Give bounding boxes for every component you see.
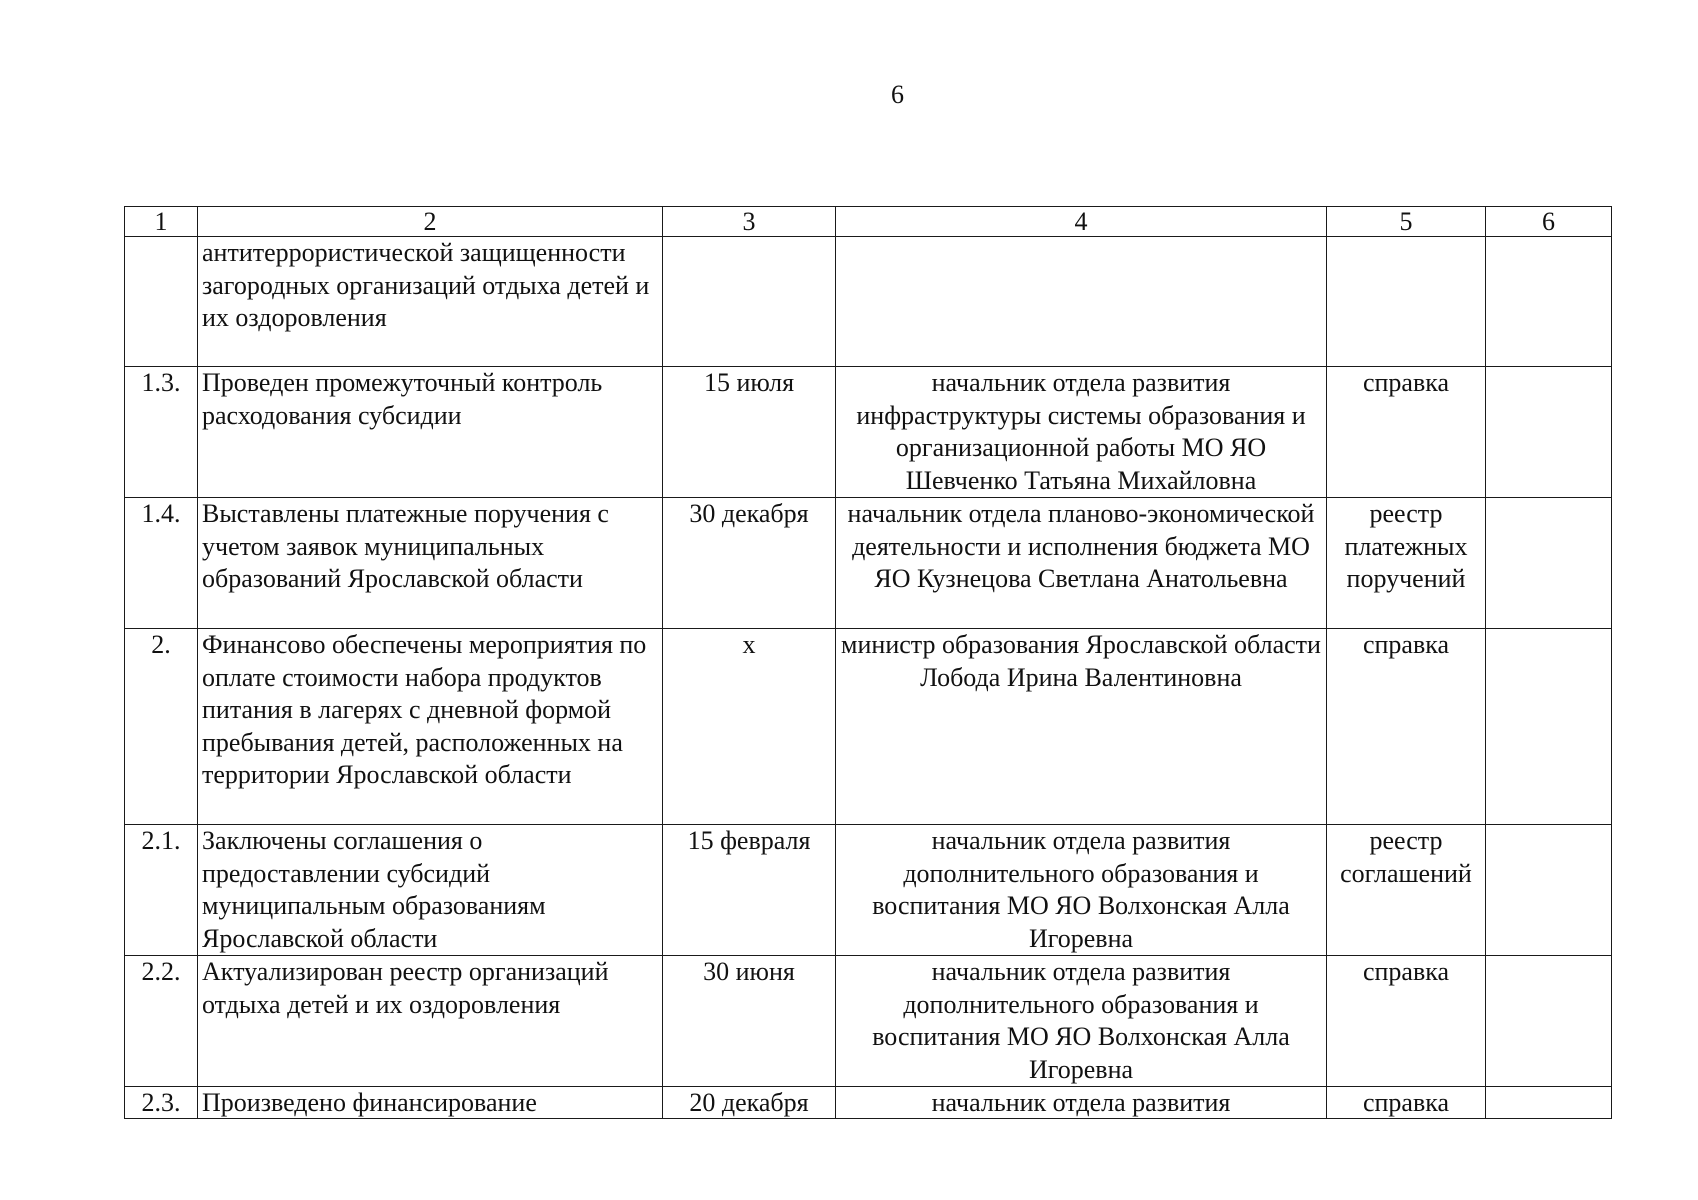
table-row (125, 498, 1612, 629)
plan-table (124, 206, 1612, 1119)
row-responsible: начальник отдела развития дополнительного образования и воспитания МО ЯО Волхонская Алла Игоревна (836, 956, 1327, 1087)
row-note (1486, 825, 1612, 956)
row-note (1486, 367, 1612, 498)
table-row (125, 629, 1612, 825)
row-number (125, 237, 198, 367)
row-note (1486, 498, 1612, 629)
column-header-2: 2 (198, 207, 663, 237)
row-responsible: начальник отдела планово-экономической деятельности и исполнения бюджета МО ЯО Кузнецова Светлана Анатольевна (836, 498, 1327, 629)
row-result: Финансово обеспечены мероприятия по оплате стоимости набора продуктов питания в лагерях с дневной формой пребывания детей, расположенных на территории Ярославской области (198, 629, 663, 825)
column-header-4: 4 (836, 207, 1327, 237)
row-number: 1.4. (125, 498, 198, 629)
row-responsible: начальник отдела развития дополнительного образования и воспитания МО ЯО Волхонская Алла Игоревна (836, 825, 1327, 956)
row-deadline (663, 237, 836, 367)
table-row (125, 825, 1612, 956)
row-note (1486, 1087, 1612, 1119)
row-responsible (836, 237, 1327, 367)
row-document: справка (1327, 367, 1486, 498)
row-deadline: 15 февраля (663, 825, 836, 956)
row-result: антитеррористической защищенности загородных организаций отдыха детей и их оздоровления (198, 237, 663, 367)
row-note (1486, 629, 1612, 825)
table-row (125, 367, 1612, 498)
row-document: справка (1327, 629, 1486, 825)
row-result: Выставлены платежные поручения с учетом заявок муниципальных образований Ярославской области (198, 498, 663, 629)
row-document: справка (1327, 956, 1486, 1087)
row-result: Актуализирован реестр организаций отдыха детей и их оздоровления (198, 956, 663, 1087)
row-responsible: начальник отдела развития (836, 1087, 1327, 1119)
row-deadline: х (663, 629, 836, 825)
row-document: справка (1327, 1087, 1486, 1119)
row-document: реестр соглашений (1327, 825, 1486, 956)
row-deadline: 30 декабря (663, 498, 836, 629)
table-row (125, 956, 1612, 1087)
table-row (125, 237, 1612, 367)
row-number: 2.1. (125, 825, 198, 956)
row-responsible: начальник отдела развития инфраструктуры системы образования и организационной работы МО ЯО Шевченко Татьяна Михайловна (836, 367, 1327, 498)
row-document: реестр платежных поручений (1327, 498, 1486, 629)
row-document (1327, 237, 1486, 367)
row-note (1486, 956, 1612, 1087)
column-header-3: 3 (663, 207, 836, 237)
column-header-1: 1 (125, 207, 198, 237)
table-row (125, 1087, 1612, 1119)
column-number-row (125, 207, 1612, 237)
row-number: 1.3. (125, 367, 198, 498)
row-number: 2.2. (125, 956, 198, 1087)
column-header-5: 5 (1327, 207, 1486, 237)
row-result: Заключены соглашения о предоставлении субсидий муниципальным образованиям Ярославской области (198, 825, 663, 956)
row-deadline: 20 декабря (663, 1087, 836, 1119)
row-deadline: 30 июня (663, 956, 836, 1087)
row-result: Произведено финансирование (198, 1087, 663, 1119)
page-number: 6 (891, 80, 904, 109)
row-note (1486, 237, 1612, 367)
column-header-6: 6 (1486, 207, 1612, 237)
row-number: 2. (125, 629, 198, 825)
row-result: Проведен промежуточный контроль расходования субсидии (198, 367, 663, 498)
row-number: 2.3. (125, 1087, 198, 1119)
row-deadline: 15 июля (663, 367, 836, 498)
row-responsible: министр образования Ярославской области Лобода Ирина Валентиновна (836, 629, 1327, 825)
